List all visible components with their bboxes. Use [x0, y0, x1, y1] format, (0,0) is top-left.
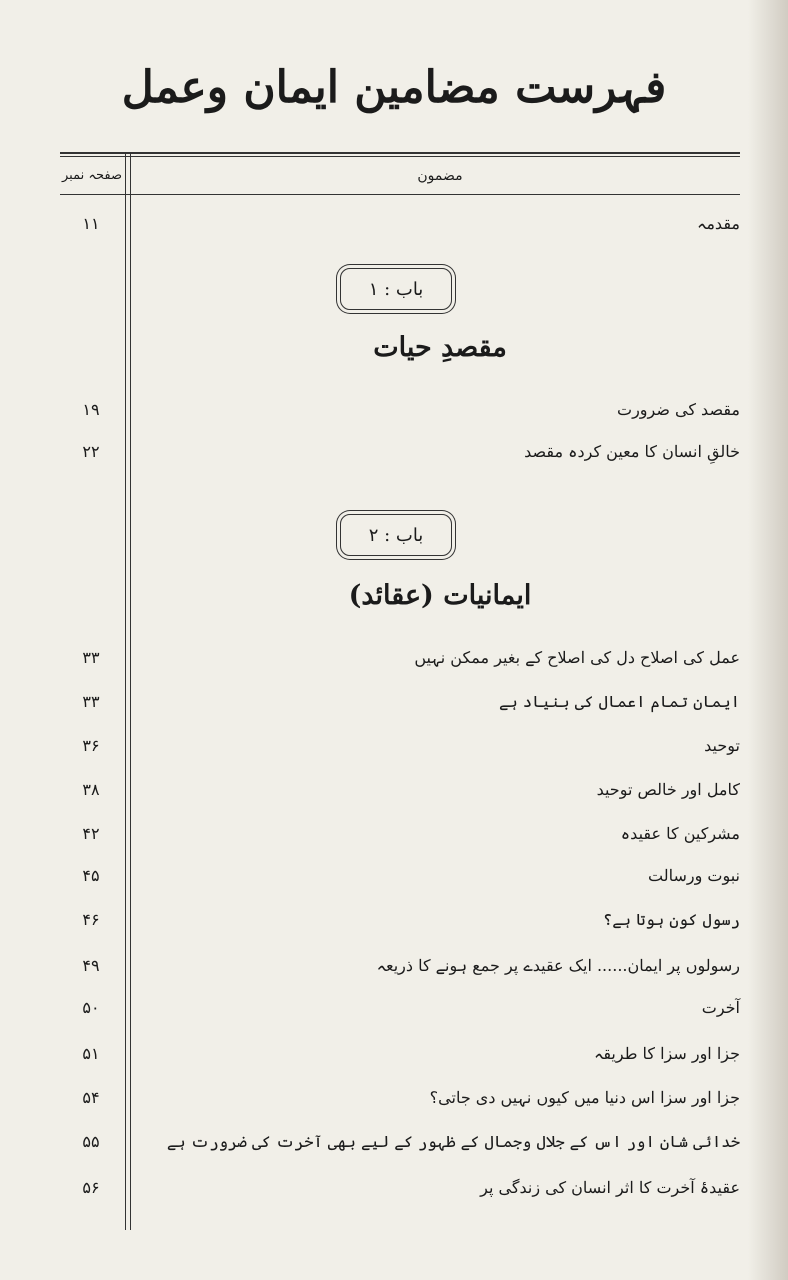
toc-page-number: ۵۵ — [82, 1132, 100, 1151]
toc-page-intro: ۱۱ — [82, 214, 100, 233]
chapter-1-label: باب : ۱ — [340, 268, 452, 310]
toc-page-number: ۵۶ — [82, 1178, 100, 1197]
chapter-1-title: مقصدِ حیات — [373, 332, 507, 363]
toc-entry: عمل کی اصلاح دل کی اصلاح کے بغیر ممکن نہیں — [414, 648, 740, 667]
toc-entry: رسول کون ہوتا ہے؟ — [602, 910, 740, 929]
table-top-rule — [60, 152, 740, 154]
toc-page-number: ۴۵ — [82, 866, 100, 885]
toc-page-number: ۳۶ — [82, 736, 100, 755]
column-divider-inner — [130, 152, 131, 1230]
toc-entry: مقصد کی ضرورت — [617, 400, 740, 419]
toc-entry: خدائی شان اور اس کے جلال وجمال کے ظہور کے لیے بھی آخرت کی ضرورت ہے — [166, 1132, 740, 1151]
toc-entry: جزا اور سزا کا طریقہ — [593, 1044, 740, 1063]
table-top-rule-inner — [60, 156, 740, 157]
chapter-2-label: باب : ۲ — [340, 514, 452, 556]
toc-entry: عقیدۂ آخرت کا اثر انسان کی زندگی پر — [480, 1178, 740, 1197]
toc-entry: کامل اور خالص توحید — [596, 780, 740, 799]
toc-entry: ایمان تمام اعمال کی بنیاد ہے — [498, 692, 740, 711]
toc-page-number: ۴۲ — [82, 824, 100, 843]
toc-page-number: ۳۸ — [82, 780, 100, 799]
toc-page-number: ۵۴ — [82, 1088, 100, 1107]
column-divider — [125, 152, 126, 1230]
table-header-rule — [60, 194, 740, 195]
toc-page-number: ۳۳ — [82, 692, 100, 711]
toc-page-number: ۵۰ — [82, 998, 100, 1017]
toc-entry: رسولوں پر ایمان...... ایک عقیدے پر جمع ہونے کا ذریعہ — [376, 956, 740, 975]
chapter-2-title: ایمانیات (عقائد) — [348, 580, 532, 611]
topic-column-header: مضمون — [417, 168, 463, 184]
toc-page-number: ۳۳ — [82, 648, 100, 667]
toc-page-number: ۲۲ — [82, 442, 100, 461]
toc-page-number: ۱۹ — [82, 400, 100, 419]
toc-page-number: ۵۱ — [82, 1044, 100, 1063]
toc-entry-intro: مقدمہ — [696, 214, 740, 233]
toc-entry: توحید — [704, 736, 740, 755]
toc-entry: جزا اور سزا اس دنیا میں کیوں نہیں دی جاتی؟ — [429, 1088, 740, 1107]
toc-page-number: ۴۹ — [82, 956, 100, 975]
toc-entry: نبوت ورسالت — [647, 866, 740, 885]
toc-entry: مشرکین کا عقیدہ — [620, 824, 740, 843]
toc-entry: آخرت — [701, 998, 740, 1017]
toc-page-number: ۴۶ — [82, 910, 100, 929]
page-edge-shadow — [748, 0, 788, 1280]
page-title: فہرست مضامین ایمان وعمل — [121, 62, 667, 113]
toc-entry: خالقِ انسان کا معین کردہ مقصد — [524, 442, 740, 461]
page-number-column-header: صفحہ نمبر — [62, 168, 122, 183]
